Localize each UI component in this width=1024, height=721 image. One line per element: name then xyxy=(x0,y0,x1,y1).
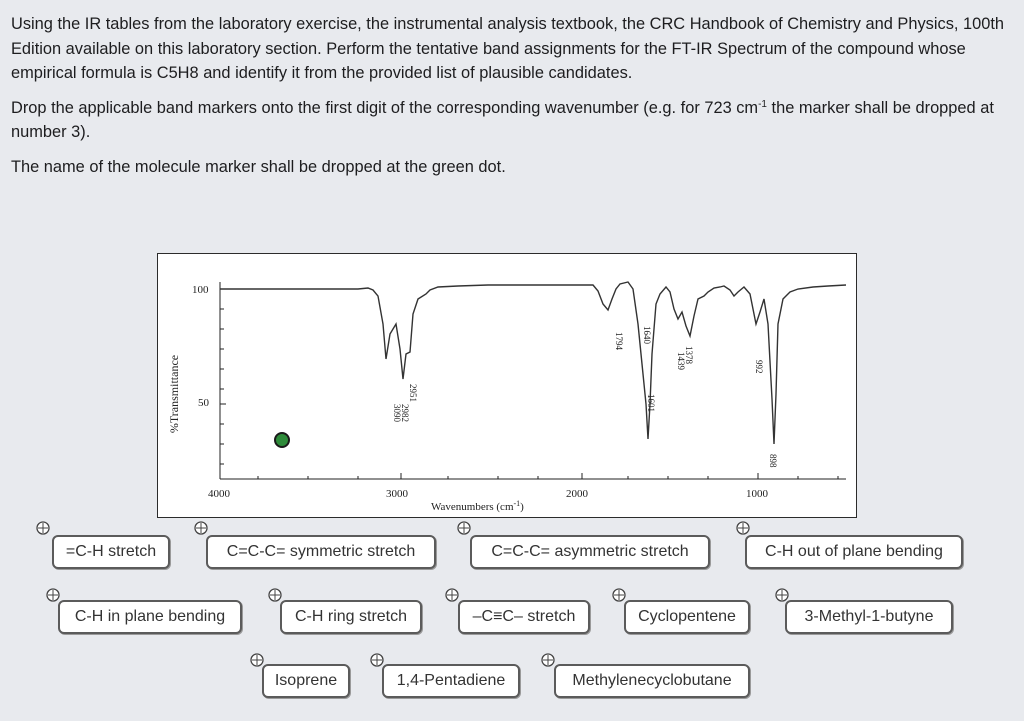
peak-label-1439: 1439 xyxy=(676,352,686,370)
spectrum-trace xyxy=(220,282,846,444)
question-paragraph-3: The name of the molecule marker shall be dropped at the green dot. xyxy=(11,157,506,176)
drag-handle-icon[interactable] xyxy=(611,587,627,603)
marker-in-plane-bending[interactable]: C-H in plane bending xyxy=(58,600,242,634)
molecule-drop-target[interactable] xyxy=(274,432,290,448)
marker-methylenecyclobutane[interactable]: Methylenecyclobutane xyxy=(554,664,750,698)
peak-label-992: 992 xyxy=(754,360,764,374)
drag-handle-icon[interactable] xyxy=(193,520,209,536)
question-paragraph-2 xyxy=(11,96,1011,145)
peak-label-1378: 1378 xyxy=(684,346,694,364)
marker-ch-stretch[interactable]: =C-H stretch xyxy=(52,535,170,569)
peak-label-898: 898 xyxy=(768,454,778,468)
peak-label-2951: 2951 xyxy=(408,384,418,402)
drag-handle-icon[interactable] xyxy=(267,587,283,603)
peak-label-1601: 1601 xyxy=(646,394,656,412)
ir-spectrum xyxy=(157,253,857,518)
marker-1-4-pentadiene[interactable]: 1,4-Pentadiene xyxy=(382,664,520,698)
marker-oop-bending[interactable]: C-H out of plane bending xyxy=(745,535,963,569)
para2-superscript: -1 xyxy=(758,98,767,110)
peak-label-3090: 3090 xyxy=(392,404,402,422)
marker-symmetric-stretch[interactable]: C=C-C= symmetric stretch xyxy=(206,535,436,569)
marker-triple-bond-stretch[interactable]: –C≡C– stretch xyxy=(458,600,590,634)
axis-ticks xyxy=(220,289,838,479)
peak-label-2982: 2982 xyxy=(400,404,410,422)
marker-asymmetric-stretch[interactable]: C=C-C= asymmetric stretch xyxy=(470,535,710,569)
x-tick-1000: 1000 xyxy=(746,488,768,500)
marker-isoprene[interactable]: Isoprene xyxy=(262,664,350,698)
y-tick-100: 100 xyxy=(192,284,209,296)
x-tick-2000: 2000 xyxy=(566,488,588,500)
drag-handle-icon[interactable] xyxy=(540,652,556,668)
question-paragraph-1: Using the IR tables from the laboratory exercise, the instrumental analysis textbook, the CRC Handbook of Chemistry and Physics, 100th Edition available on this laboratory section. Perform the tentative band assignments for the FT-IR Spectrum of the compound whose empirical formula is C5H8 and identify it from the provided list of plausible candidates. xyxy=(11,15,1005,82)
x-tick-3000: 3000 xyxy=(386,488,408,500)
y-tick-50: 50 xyxy=(198,397,209,409)
drag-handle-icon[interactable] xyxy=(456,520,472,536)
x-axis-label: Wavenumbers $(cm^{-1})$ xyxy=(431,499,524,513)
ir-spectrum-svg xyxy=(158,254,858,519)
x-tick-4000: 4000 xyxy=(208,488,230,500)
drag-handle-icon[interactable] xyxy=(444,587,460,603)
para2-text-b: the marker shall be dropped at number 3). xyxy=(11,98,994,141)
drag-handle-icon[interactable] xyxy=(35,520,51,536)
marker-cyclopentene[interactable]: Cyclopentene xyxy=(624,600,750,634)
question-text xyxy=(11,12,1011,189)
y-axis-label: %Transmittance xyxy=(167,354,181,434)
marker-3-methyl-1-butyne[interactable]: 3-Methyl-1-butyne xyxy=(785,600,953,634)
drag-handle-icon[interactable] xyxy=(735,520,751,536)
drag-handle-icon[interactable] xyxy=(45,587,61,603)
marker-ring-stretch[interactable]: C-H ring stretch xyxy=(280,600,422,634)
peak-label-1640: 1640 xyxy=(642,326,652,344)
para2-text-a: Drop the applicable band markers onto the first digit of the corresponding wavenumber (e.g. for 723 cm xyxy=(11,98,759,117)
peak-label-1794: 1794 xyxy=(614,332,624,350)
